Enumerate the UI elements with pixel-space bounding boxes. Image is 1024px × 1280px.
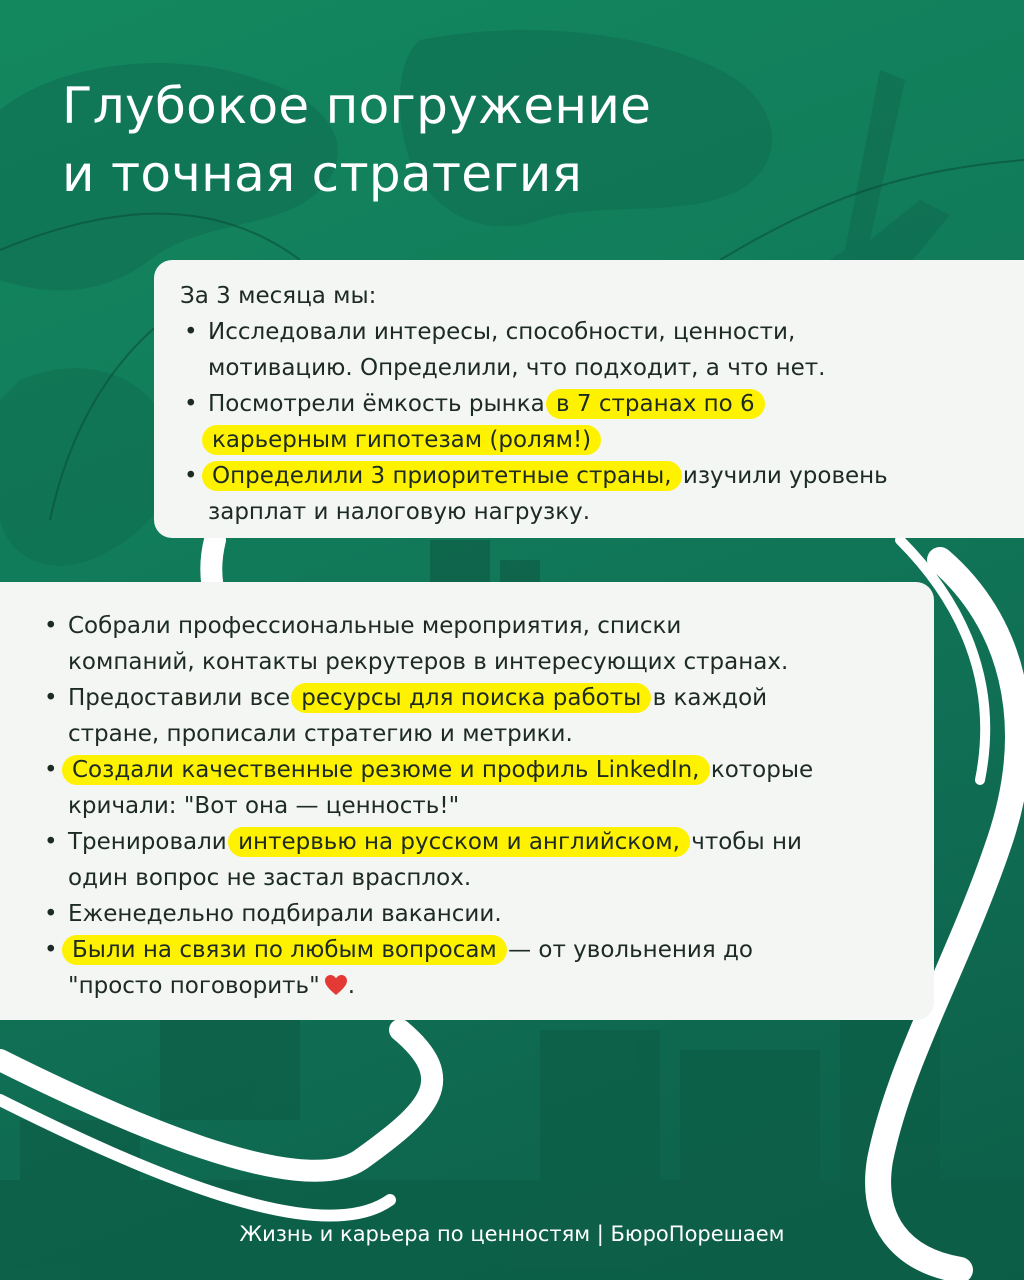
item-text: — от увольнения до [508, 937, 753, 963]
highlight: Определили 3 приоритетные страны, [202, 461, 682, 491]
highlight: Создали качественные резюме и профиль LinkedIn, [62, 755, 710, 785]
list-item [40, 896, 934, 932]
title-line-1: Глубокое погружение [62, 77, 652, 135]
item-line: один вопрос не застал врасплох. [68, 865, 472, 891]
item-text: . [347, 973, 355, 999]
highlight: Были на связи по любым вопросам [62, 935, 507, 965]
item-line: стране, прописали стратегию и метрики. [68, 721, 573, 747]
list-item [40, 608, 934, 680]
list-item [40, 932, 934, 1004]
item-text: "просто поговорить" [68, 973, 320, 999]
footer-caption: Жизнь и карьера по ценностям | БюроПорешаем [239, 1222, 785, 1246]
item-text: чтобы ни [691, 829, 802, 855]
services-list [40, 608, 934, 1004]
services-card [0, 582, 934, 1020]
highlight: ресурсы для поиска работы [291, 683, 651, 713]
heart-icon [324, 974, 348, 996]
item-line: кричали: "Вот она — ценность!" [68, 793, 460, 819]
item-line: • Исследовали интересы, способности, ценности, [208, 319, 796, 345]
list-item [40, 752, 934, 824]
list-item [180, 314, 1024, 386]
item-text: изучили уровень [682, 463, 888, 489]
item-line: • Еженедельно подбирали вакансии. [68, 901, 502, 927]
research-list [180, 314, 1024, 530]
highlight: в 7 странах по 6 [546, 389, 765, 419]
item-text: Посмотрели ёмкость рынка [208, 391, 545, 417]
item-text: в каждой [652, 685, 768, 711]
item-line: мотивацию. Определили, что подходит, а что нет. [208, 355, 826, 381]
item-text: Тренировали [68, 829, 227, 855]
list-item [40, 824, 934, 896]
title-line-2: и точная стратегия [62, 145, 583, 203]
item-line: • Собрали профессиональные мероприятия, списки [68, 613, 682, 639]
research-card [154, 260, 1024, 538]
page-title [62, 72, 651, 208]
list-item [180, 386, 1024, 458]
highlight: карьерным гипотезам (ролям!) [202, 425, 601, 455]
item-text: Предоставили все [68, 685, 290, 711]
item-text: которые [710, 757, 814, 783]
list-item [40, 680, 934, 752]
card-intro: За 3 месяца мы: [180, 283, 377, 309]
item-line: компаний, контакты рекрутеров в интересующих странах. [68, 649, 789, 675]
list-item [180, 458, 1024, 530]
highlight: интервью на русском и английском, [228, 827, 690, 857]
item-line: зарплат и налоговую нагрузку. [208, 499, 591, 525]
